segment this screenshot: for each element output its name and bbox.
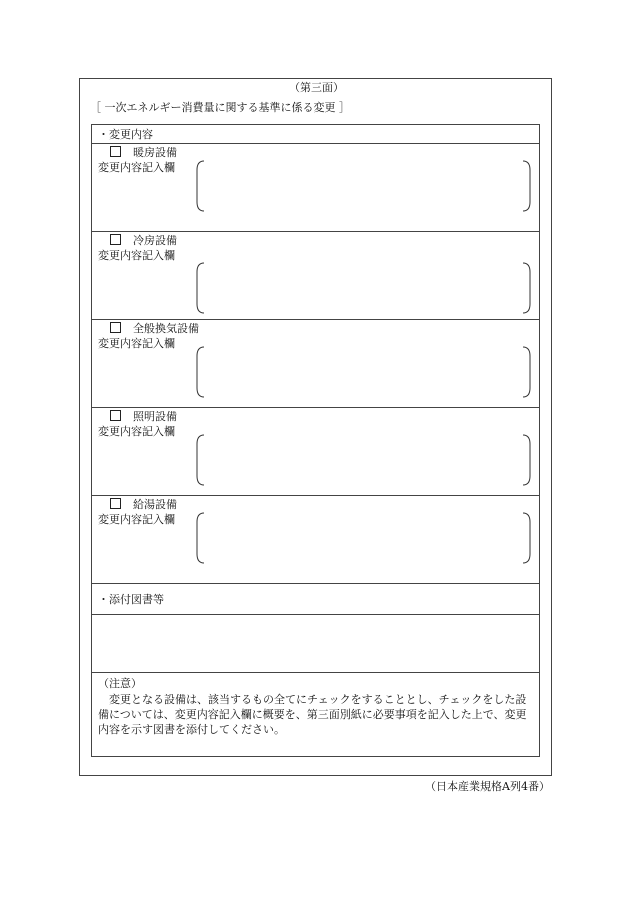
checkbox[interactable] — [110, 234, 121, 245]
equipment-label: 全般換気設備 — [133, 322, 199, 335]
equipment-name — [98, 234, 177, 248]
checkbox[interactable] — [110, 410, 121, 421]
attachments-entry-area[interactable] — [92, 615, 539, 673]
equipment-label: 給湯設備 — [133, 498, 177, 511]
equipment-row-hot-water — [92, 496, 539, 584]
equipment-name — [98, 146, 177, 160]
paper-size-note: （日本産業規格A列4番） — [425, 780, 550, 793]
field-label: 変更内容記入欄 — [98, 161, 175, 174]
notes-title: （注意） — [98, 677, 142, 690]
entry-field-brackets[interactable] — [196, 512, 531, 564]
notes-body: 変更となる設備は、該当するもの全てにチェックをすることとし、チェックをした設備については、変更内容記入欄に概要を、第三面別紙に必要事項を記入した上で、変更内容を示す図書を添付してください。 — [98, 693, 527, 736]
entry-field-brackets[interactable] — [196, 262, 531, 314]
equipment-name — [98, 322, 199, 336]
equipment-name — [98, 498, 177, 512]
form-table — [91, 124, 540, 757]
section-heading: ［ 一次エネルギー消費量に関する基準に係る変更 ］ — [90, 101, 350, 114]
checkbox[interactable] — [110, 146, 121, 157]
attachments-header-row — [92, 584, 539, 615]
equipment-label: 照明設備 — [133, 410, 177, 423]
field-label: 変更内容記入欄 — [98, 337, 175, 350]
field-label: 変更内容記入欄 — [98, 513, 175, 526]
equipment-row-heating — [92, 144, 539, 232]
equipment-row-ventilation — [92, 320, 539, 408]
notes-section — [92, 673, 539, 757]
page-title: （第三面） — [289, 81, 344, 94]
entry-field-brackets[interactable] — [196, 160, 531, 212]
change-content-header-row — [92, 125, 539, 144]
entry-field-brackets[interactable] — [196, 346, 531, 398]
field-label: 変更内容記入欄 — [98, 249, 175, 262]
equipment-label: 冷房設備 — [133, 234, 177, 247]
equipment-name — [98, 410, 177, 424]
attachments-label: ・添付図書等 — [98, 593, 164, 606]
equipment-label: 暖房設備 — [133, 146, 177, 159]
entry-field-brackets[interactable] — [196, 434, 531, 486]
checkbox[interactable] — [110, 322, 121, 333]
equipment-row-cooling — [92, 232, 539, 320]
equipment-row-lighting — [92, 408, 539, 496]
checkbox[interactable] — [110, 498, 121, 509]
change-content-label: ・変更内容 — [98, 128, 153, 141]
field-label: 変更内容記入欄 — [98, 425, 175, 438]
form-frame — [79, 78, 552, 776]
